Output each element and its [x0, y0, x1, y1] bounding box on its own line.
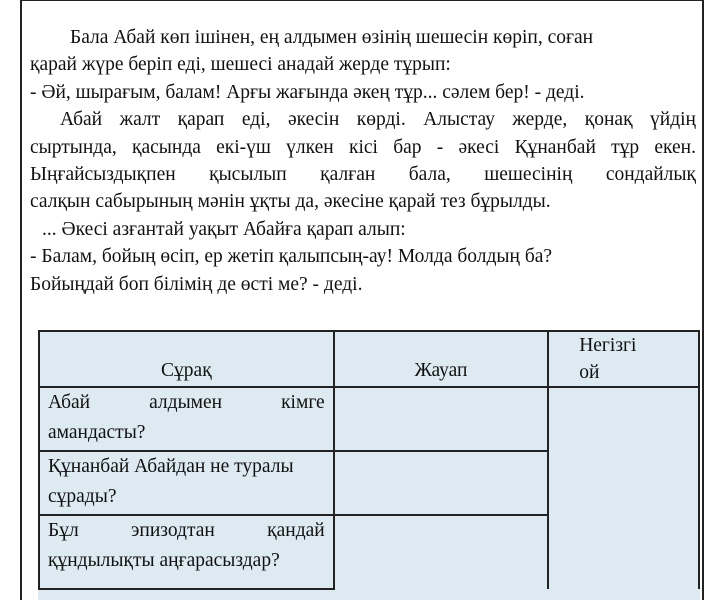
answer-cell[interactable] [334, 387, 548, 451]
question-cell [39, 451, 334, 515]
key-idea-cell[interactable] [548, 387, 699, 589]
passage-line-9: - Балам, бойың өсіп, ер жетіп қалыпсың-ау! Молда болдың ба? [30, 246, 553, 268]
header-key-idea [548, 331, 699, 387]
passage-line-6: Ыңғайсыздықпен қысылып қалған бала, шешесінің сондайлық [30, 164, 696, 186]
question-text-line2: сұрады? [48, 486, 117, 507]
table-header-row [39, 331, 699, 387]
question-text-line1: Бұл эпизодтан қандай [48, 520, 325, 541]
header-key-idea-line1: Негізгі [579, 335, 637, 356]
question-table [38, 330, 700, 590]
question-text-line1: Құнанбай Абайдан не туралы [48, 456, 294, 477]
answer-cell[interactable] [334, 451, 548, 515]
question-cell [39, 387, 334, 451]
passage-line-10: Бойыңдай боп білімің де өсті ме? - деді. [30, 273, 363, 295]
passage [30, 24, 696, 298]
header-key-idea-line2: ой [579, 362, 600, 383]
question-table-area [38, 330, 700, 600]
table-row [39, 387, 699, 451]
passage-line-7: салқын сабырының мәнін ұқты да, әкесіне қарай тез бұрылды. [30, 191, 551, 213]
question-text-line2: құндылықты аңғарасыздар? [48, 550, 280, 571]
passage-line-1: Бала Абай көп ішінен, ең алдымен өзінің шешесін көріп, соған [70, 27, 594, 48]
header-answer: Жауап [334, 331, 548, 387]
header-question: Сұрақ [39, 331, 334, 387]
passage-line-4: Абай жалт қарап еді, әкесін көрді. Алыстау жерде, қонақ үйдің [60, 109, 696, 131]
passage-line-2: қарай жүре беріп еді, шешесі анадай жерде тұрып: [30, 54, 451, 76]
answer-cell[interactable] [334, 515, 548, 589]
question-text-line2: амандасты? [48, 422, 146, 443]
passage-line-8: ... Әкесі азғантай уақыт Абайға қарап алып: [42, 218, 406, 240]
question-cell [39, 515, 334, 589]
passage-line-3: - Әй, шырағым, балам! Арғы жағында әкең тұр... сәлем бер! - деді. [30, 81, 585, 103]
passage-line-5: сыртында, қасында екі-үш үлкен кісі бар - әкесі Құнанбай тұр екен. [30, 136, 696, 158]
question-text-line1: Абай алдымен кімге [48, 392, 325, 413]
